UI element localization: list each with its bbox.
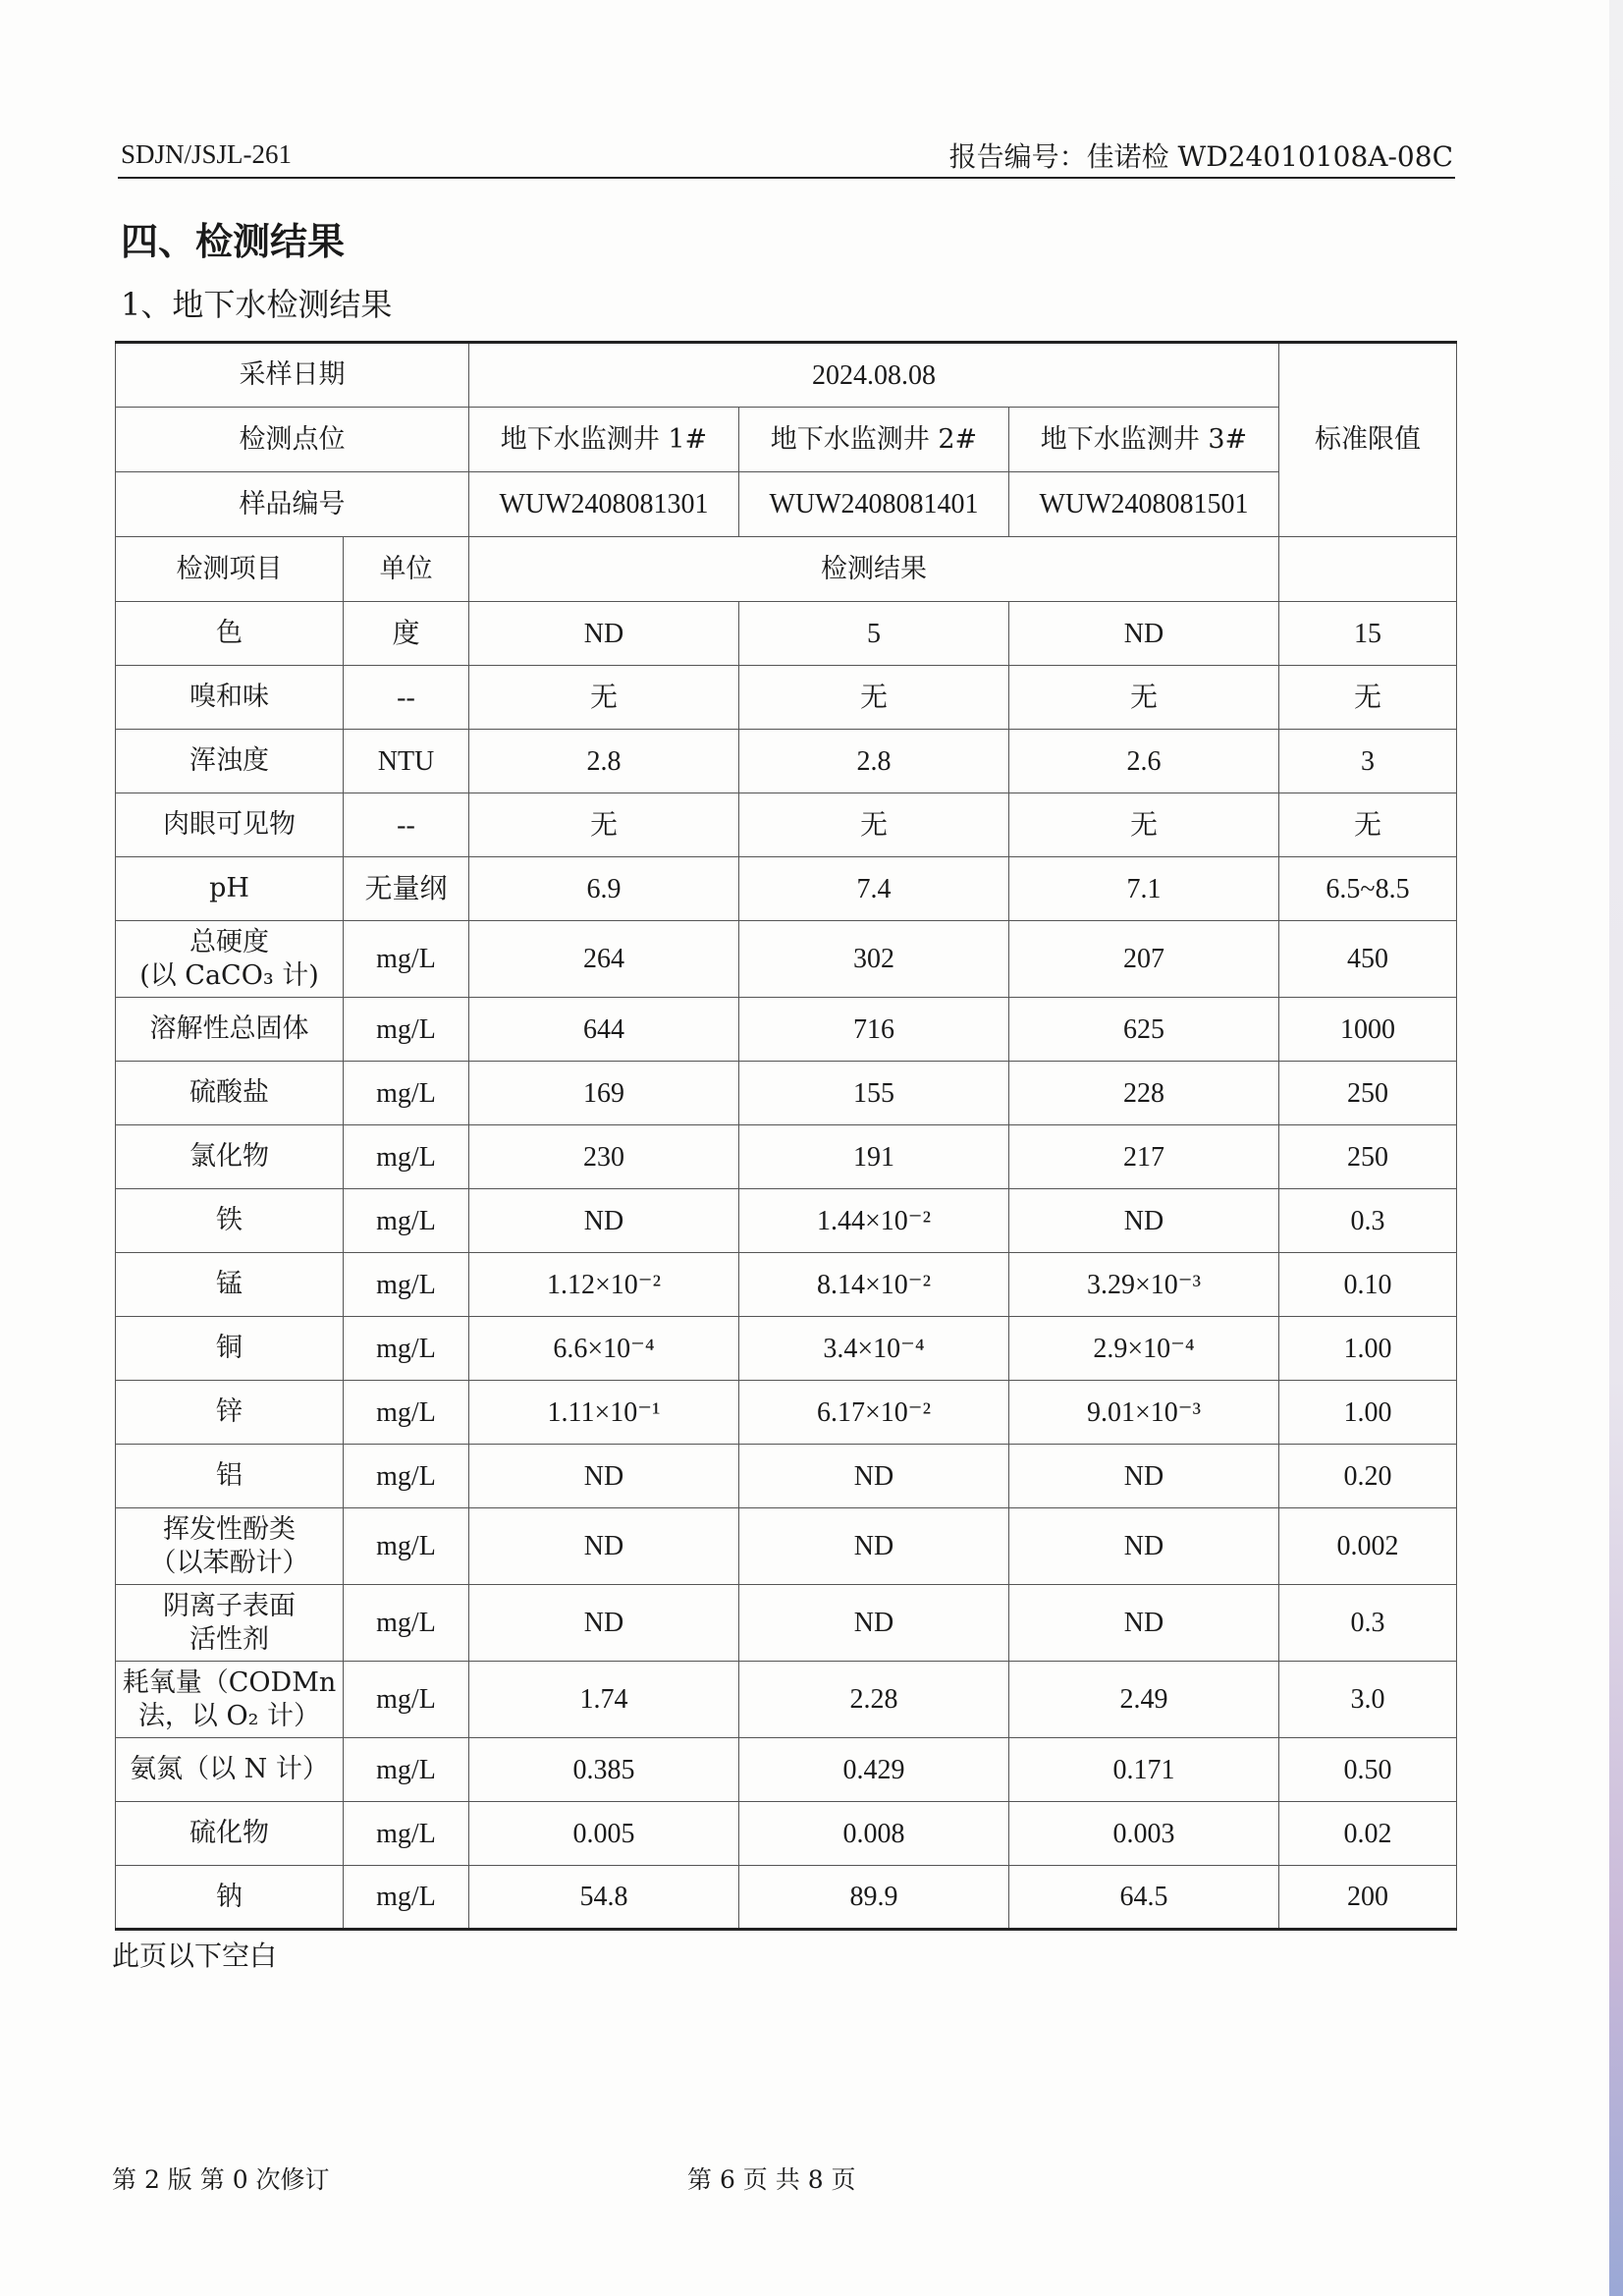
result-well-2: 2.8 [739, 730, 1009, 793]
result-well-2: 0.008 [739, 1802, 1009, 1866]
sample-id-2: WUW2408081401 [739, 472, 1009, 537]
table-row [116, 1508, 1457, 1585]
unit-cell: 无量纲 [344, 857, 469, 921]
unit-cell: mg/L [344, 1253, 469, 1317]
standard-limit: 1.00 [1279, 1317, 1457, 1381]
table-row [116, 1662, 1457, 1738]
result-well-3: 2.6 [1009, 730, 1279, 793]
item-cell [116, 793, 344, 857]
item-cell [116, 1445, 344, 1508]
result-well-2: 6.17×10⁻² [739, 1381, 1009, 1445]
item-name: 锰 [216, 1269, 243, 1300]
standard-limit: 3 [1279, 730, 1457, 793]
table-row [116, 793, 1457, 857]
item-note: 法，以 O₂ 计） [137, 1700, 321, 1731]
item-name: 钠 [216, 1881, 243, 1912]
item-name: 铜 [216, 1333, 243, 1364]
result-well-2: 7.4 [739, 857, 1009, 921]
sample-id-label: 样品编号 [116, 472, 469, 537]
result-well-1: 54.8 [469, 1866, 739, 1930]
item-cell [116, 1189, 344, 1253]
result-well-3: 9.01×10⁻³ [1009, 1381, 1279, 1445]
item-name: 锌 [216, 1396, 243, 1428]
item-name: 耗氧量（CODMn [122, 1667, 337, 1698]
item-note: （以苯酚计） [149, 1547, 309, 1578]
unit-cell: mg/L [344, 1866, 469, 1930]
result-well-3: 2.9×10⁻⁴ [1009, 1317, 1279, 1381]
unit-cell: mg/L [344, 1738, 469, 1802]
result-well-2: 0.429 [739, 1738, 1009, 1802]
standard-limit: 0.002 [1279, 1508, 1457, 1585]
result-well-3: 207 [1009, 921, 1279, 998]
result-well-1: ND [469, 602, 739, 666]
result-well-1: 6.9 [469, 857, 739, 921]
result-header: 检测结果 [469, 537, 1279, 602]
standard-limit: 无 [1279, 666, 1457, 730]
unit-cell: mg/L [344, 998, 469, 1062]
standard-limit: 无 [1279, 793, 1457, 857]
result-well-1: ND [469, 1585, 739, 1662]
blank-page-note: 此页以下空白 [112, 1940, 278, 1972]
item-cell [116, 1662, 344, 1738]
item-name: 肉眼可见物 [163, 809, 296, 841]
result-well-2: ND [739, 1445, 1009, 1508]
subsection-title: 1、地下水检测结果 [121, 286, 393, 323]
result-well-2: 5 [739, 602, 1009, 666]
sample-id-3: WUW2408081501 [1009, 472, 1279, 537]
result-well-3: ND [1009, 1585, 1279, 1662]
item-cell [116, 857, 344, 921]
item-cell [116, 1738, 344, 1802]
result-well-3: 2.49 [1009, 1662, 1279, 1738]
result-well-2: ND [739, 1508, 1009, 1585]
unit-cell: mg/L [344, 921, 469, 998]
result-well-3: 3.29×10⁻³ [1009, 1253, 1279, 1317]
table-row [116, 1381, 1457, 1445]
standard-limit: 1000 [1279, 998, 1457, 1062]
location-3: 地下水监测井 3# [1009, 408, 1279, 472]
table-row [116, 1125, 1457, 1189]
unit-cell: mg/L [344, 1381, 469, 1445]
page-number: 第 6 页 共 8 页 [687, 2165, 856, 2194]
result-well-3: 217 [1009, 1125, 1279, 1189]
result-well-2: 191 [739, 1125, 1009, 1189]
result-well-3: 7.1 [1009, 857, 1279, 921]
table-row [116, 602, 1457, 666]
unit-cell: mg/L [344, 1317, 469, 1381]
table-row [116, 730, 1457, 793]
item-cell [116, 1381, 344, 1445]
item-cell [116, 1508, 344, 1585]
item-note: 活性剂 [189, 1623, 269, 1655]
item-cell [116, 1866, 344, 1930]
item-cell [116, 1125, 344, 1189]
item-name: 嗅和味 [189, 682, 269, 713]
result-well-2: 无 [739, 666, 1009, 730]
result-well-3: 625 [1009, 998, 1279, 1062]
table-row [116, 666, 1457, 730]
table-row [116, 1445, 1457, 1508]
item-cell [116, 1585, 344, 1662]
item-name: 铝 [216, 1460, 243, 1492]
table-row [116, 1585, 1457, 1662]
result-well-2: 89.9 [739, 1866, 1009, 1930]
result-well-3: 无 [1009, 793, 1279, 857]
result-well-3: 64.5 [1009, 1866, 1279, 1930]
result-well-2: 155 [739, 1062, 1009, 1125]
standard-limit: 0.3 [1279, 1585, 1457, 1662]
document-code: SDJN/JSJL-261 [121, 139, 293, 169]
table-row [116, 857, 1457, 921]
item-header: 检测项目 [116, 537, 344, 602]
unit-cell: -- [344, 666, 469, 730]
item-name: 铁 [216, 1205, 243, 1236]
item-name: pH [209, 873, 249, 904]
standard-limit: 250 [1279, 1062, 1457, 1125]
item-cell [116, 998, 344, 1062]
unit-cell: -- [344, 793, 469, 857]
item-name: 硫化物 [189, 1818, 269, 1849]
item-cell [116, 1062, 344, 1125]
result-well-2: 1.44×10⁻² [739, 1189, 1009, 1253]
item-cell [116, 730, 344, 793]
table-row [116, 1738, 1457, 1802]
table-row [116, 1062, 1457, 1125]
standard-limit: 0.02 [1279, 1802, 1457, 1866]
table-row [116, 1866, 1457, 1930]
result-well-1: ND [469, 1189, 739, 1253]
standard-limit-header: 标准限值 [1279, 343, 1457, 537]
location-2: 地下水监测井 2# [739, 408, 1009, 472]
result-well-1: 0.385 [469, 1738, 739, 1802]
result-well-3: 0.003 [1009, 1802, 1279, 1866]
unit-cell: NTU [344, 730, 469, 793]
unit-header: 单位 [344, 537, 469, 602]
table-row [116, 1802, 1457, 1866]
result-well-3: ND [1009, 1189, 1279, 1253]
table-row [116, 998, 1457, 1062]
item-cell [116, 602, 344, 666]
location-label: 检测点位 [116, 408, 469, 472]
item-cell [116, 1317, 344, 1381]
item-name: 阴离子表面 [163, 1590, 296, 1621]
result-well-1: 无 [469, 666, 739, 730]
result-well-2: 302 [739, 921, 1009, 998]
unit-cell: mg/L [344, 1585, 469, 1662]
standard-limit: 450 [1279, 921, 1457, 998]
item-name: 色 [216, 618, 243, 649]
result-well-3: 0.171 [1009, 1738, 1279, 1802]
unit-cell: mg/L [344, 1445, 469, 1508]
sampling-date-label: 采样日期 [116, 343, 469, 408]
table-row [116, 1253, 1457, 1317]
item-name: 浑浊度 [189, 745, 269, 777]
item-name: 溶解性总固体 [149, 1013, 309, 1045]
item-name: 硫酸盐 [189, 1077, 269, 1109]
unit-cell: mg/L [344, 1662, 469, 1738]
standard-limit: 0.50 [1279, 1738, 1457, 1802]
section-title: 四、检测结果 [121, 219, 346, 263]
unit-cell: mg/L [344, 1508, 469, 1585]
result-well-2: 2.28 [739, 1662, 1009, 1738]
result-well-1: 无 [469, 793, 739, 857]
standard-limit: 250 [1279, 1125, 1457, 1189]
item-cell [116, 1253, 344, 1317]
result-well-1: 1.11×10⁻¹ [469, 1381, 739, 1445]
result-well-3: 228 [1009, 1062, 1279, 1125]
item-note: (以 CaCO₃ 计) [139, 959, 319, 991]
standard-limit: 6.5~8.5 [1279, 857, 1457, 921]
result-well-2: 无 [739, 793, 1009, 857]
item-name: 氨氮（以 N 计） [130, 1754, 329, 1785]
scan-edge [1609, 0, 1623, 2296]
result-well-1: 644 [469, 998, 739, 1062]
result-well-3: ND [1009, 1508, 1279, 1585]
result-well-1: 264 [469, 921, 739, 998]
version-info: 第 2 版 第 0 次修订 [112, 2165, 330, 2194]
header-rule [118, 177, 1455, 179]
table-row [116, 1317, 1457, 1381]
report-number: 报告编号：佳诺检 WD24010108A-08C [948, 140, 1453, 173]
location-1: 地下水监测井 1# [469, 408, 739, 472]
item-name: 氯化物 [189, 1141, 269, 1173]
result-well-2: 716 [739, 998, 1009, 1062]
unit-cell: mg/L [344, 1062, 469, 1125]
result-well-2: ND [739, 1585, 1009, 1662]
item-cell [116, 921, 344, 998]
result-well-1: 6.6×10⁻⁴ [469, 1317, 739, 1381]
result-well-1: 1.74 [469, 1662, 739, 1738]
table-row [116, 1189, 1457, 1253]
result-well-1: 1.12×10⁻² [469, 1253, 739, 1317]
unit-cell: 度 [344, 602, 469, 666]
item-name: 挥发性酚类 [163, 1513, 296, 1545]
standard-limit: 0.10 [1279, 1253, 1457, 1317]
result-well-3: ND [1009, 1445, 1279, 1508]
result-well-3: ND [1009, 602, 1279, 666]
result-well-2: 8.14×10⁻² [739, 1253, 1009, 1317]
sampling-date: 2024.08.08 [469, 343, 1279, 408]
standard-limit: 3.0 [1279, 1662, 1457, 1738]
item-cell [116, 666, 344, 730]
groundwater-results-table [115, 341, 1457, 1931]
limit-header-spacer [1279, 537, 1457, 602]
standard-limit: 200 [1279, 1866, 1457, 1930]
standard-limit: 15 [1279, 602, 1457, 666]
sample-id-1: WUW2408081301 [469, 472, 739, 537]
unit-cell: mg/L [344, 1189, 469, 1253]
table-row [116, 921, 1457, 998]
item-cell [116, 1802, 344, 1866]
result-well-1: 0.005 [469, 1802, 739, 1866]
result-well-2: 3.4×10⁻⁴ [739, 1317, 1009, 1381]
standard-limit: 1.00 [1279, 1381, 1457, 1445]
result-well-1: 2.8 [469, 730, 739, 793]
item-name: 总硬度 [189, 926, 269, 957]
result-well-1: ND [469, 1508, 739, 1585]
unit-cell: mg/L [344, 1125, 469, 1189]
result-well-1: ND [469, 1445, 739, 1508]
result-well-1: 230 [469, 1125, 739, 1189]
result-well-3: 无 [1009, 666, 1279, 730]
result-well-1: 169 [469, 1062, 739, 1125]
standard-limit: 0.20 [1279, 1445, 1457, 1508]
standard-limit: 0.3 [1279, 1189, 1457, 1253]
unit-cell: mg/L [344, 1802, 469, 1866]
